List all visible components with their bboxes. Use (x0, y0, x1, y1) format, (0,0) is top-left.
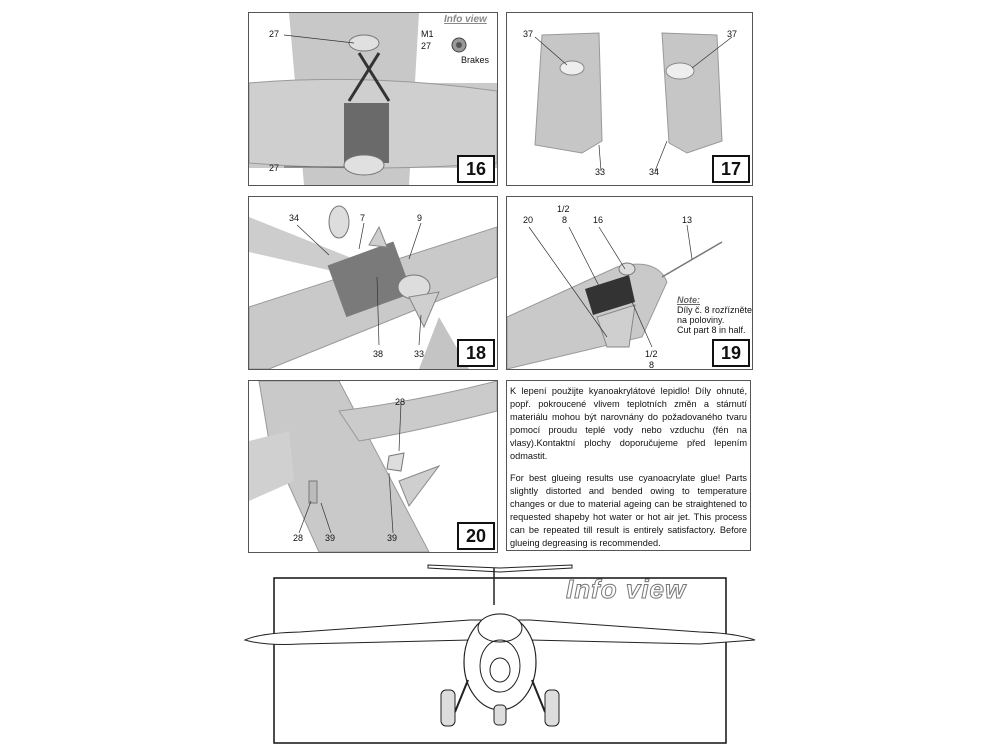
callout-33: 33 (414, 349, 425, 359)
callout-28-top: 28 (395, 397, 406, 407)
callout-39-right: 39 (387, 533, 398, 543)
note-title: Note: (677, 295, 700, 305)
info-view-title: Info view (566, 574, 687, 604)
note-czech-line1: Díly č. 8 rozřízněte (677, 305, 753, 315)
callout-8-top: 8 (562, 215, 568, 225)
callout-27-inset: 27 (421, 41, 432, 51)
info-view-label-small: Info view (444, 14, 487, 25)
callout-brakes: Brakes (461, 55, 490, 65)
callout-8-bottom: 8 (649, 360, 655, 370)
instructions-czech: K lepení použijte kyanoakrylátové lepidlo! Díly ohnuté, popř. pokroucené vlivem teplotních změn a stárnutí materiálu mohou být narovnány do požadovaného tvaru pomocí proudu teplé vody nebo vzduchu (fén na vlasy).Kontaktní plochy doporučujeme před lepením odmastit. (510, 386, 747, 461)
note-czech-line2: na poloviny. (677, 315, 725, 325)
callout-1-2-top: 1/2 (557, 204, 570, 214)
callout-37-right: 37 (727, 29, 738, 39)
callout-27-bottom: 27 (269, 163, 280, 173)
callout-33: 33 (595, 167, 606, 177)
callout-1-2-bottom: 1/2 (645, 349, 658, 359)
callout-27-top: 27 (269, 29, 280, 39)
step-number: 19 (712, 339, 750, 367)
callout-28-bottom: 28 (293, 533, 304, 543)
step-18-panel (248, 196, 498, 370)
callout-16: 16 (593, 215, 604, 225)
step-number: 16 (457, 155, 495, 183)
callout-39-left: 39 (325, 533, 336, 543)
callout-20: 20 (523, 215, 534, 225)
step-20-panel (248, 380, 498, 553)
callout-m1: M1 (421, 29, 434, 39)
step-number: 20 (457, 522, 495, 550)
step-16-panel (248, 12, 498, 186)
instructions-english: For best glueing results use cyanoacrylate glue! Parts slightly distorted and bended owing to temperature changes or due to material ageing can be straightened to requested shapeby hot water or hot air jet. This process can be repeated till result is entirely satisfactory. Before glueing degreasing is recommended. (510, 473, 747, 548)
step-17-panel (506, 12, 753, 186)
callout-7: 7 (360, 213, 366, 223)
step-19-panel (506, 196, 753, 370)
callout-34: 34 (289, 213, 300, 223)
callout-37-left: 37 (523, 29, 534, 39)
callout-34: 34 (649, 167, 660, 177)
callout-38: 38 (373, 349, 384, 359)
step-number: 18 (457, 339, 495, 367)
callout-13: 13 (682, 215, 693, 225)
note-english: Cut part 8 in half. (677, 325, 746, 335)
callout-9: 9 (417, 213, 423, 223)
step-number: 17 (712, 155, 750, 183)
instructions-panel (506, 380, 751, 551)
